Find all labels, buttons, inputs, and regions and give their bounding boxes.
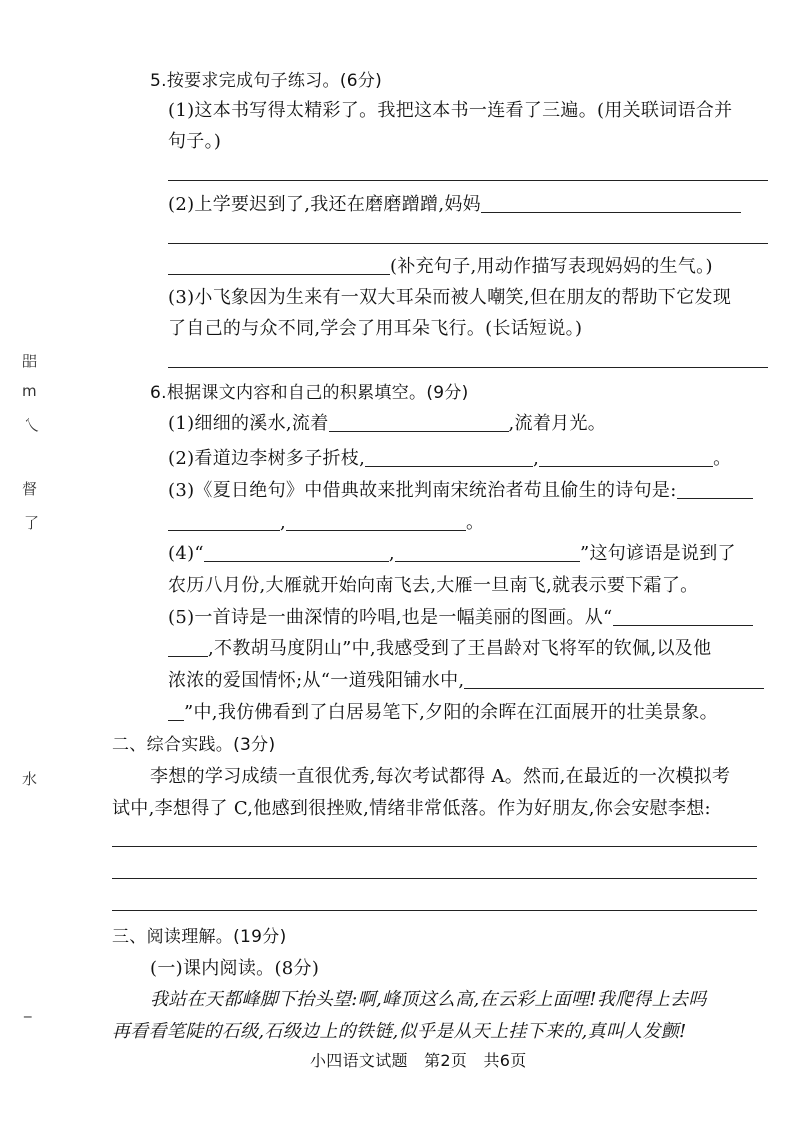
margin-mark-4: 督 <box>22 480 38 498</box>
q5-s1-line1: (1)这本书写得太精彩了。我把这本书一连看了三遍。(用关联词语合并 <box>168 100 733 121</box>
q6-s5-d: ”中,我仿佛看到了白居易笔下,夕阳的余晖在江面展开的壮美景象。 <box>184 702 718 723</box>
q6-s5-line2 <box>168 638 711 660</box>
sec3-title: 三、阅读理解。(19分) <box>112 927 287 947</box>
q5-s3-line2: 了自己的与众不同,学会了用耳朵飞行。(长话短说。) <box>168 318 583 339</box>
margin-mark-5: 了 <box>24 514 40 532</box>
q6-s1 <box>168 413 606 435</box>
q6-s3-b: , <box>280 512 287 533</box>
q6-s3-a: (3)《夏日绝句》中借典故来批判南宋统治者苟且偷生的诗句是: <box>168 480 677 501</box>
q5-s2-blank[interactable] <box>481 195 741 213</box>
q5-s2-answer-line[interactable] <box>168 243 768 244</box>
q6-title: 6.根据课文内容和自己的积累填空。(9分) <box>150 383 469 403</box>
q6-s5-line1 <box>168 607 753 629</box>
q6-s2-blank-2[interactable] <box>539 449 713 467</box>
q6-s5-a: (5)一首诗是一曲深情的吟唱,也是一幅美丽的图画。从“ <box>168 607 613 628</box>
sec3-passage-line2: 再看看笔陡的石级,石级边上的铁链,似乎是从天上挂下来的,真叫人发颤! <box>112 1021 687 1042</box>
q5-s2-line3 <box>168 256 713 278</box>
sec2-title: 二、综合实践。(3分) <box>112 735 276 755</box>
q6-s5-blank-1[interactable] <box>613 608 753 626</box>
margin-mark-6: 水 <box>22 770 38 788</box>
q6-s4-blank-2[interactable] <box>395 544 580 562</box>
q6-s4-line2: 农历八月份,大雁就开始向南飞去,大雁一旦南飞,就表示要下霜了。 <box>168 575 699 596</box>
margin-mark-7: _ <box>24 1000 32 1018</box>
sec3-subtitle: (一)课内阅读。(8分) <box>150 958 320 979</box>
q6-s5-line4 <box>168 702 718 724</box>
q6-s4-line1 <box>168 543 736 565</box>
q6-s5-blank-3[interactable] <box>464 671 764 689</box>
q6-s3-blank-3[interactable] <box>286 513 466 531</box>
page-footer: 小四语文试题 第2页 共6页 <box>310 1051 527 1070</box>
sec2-answer-line-1[interactable] <box>112 846 757 847</box>
q6-s2-a: (2)看道边李树多子折枝, <box>168 448 366 469</box>
q6-s4-a: (4)“ <box>168 543 204 564</box>
q6-s1-a: (1)细细的溪水,流着 <box>168 413 329 434</box>
q6-s1-b: ,流着月光。 <box>508 413 607 434</box>
q5-title: 5.按要求完成句子练习。(6分) <box>150 71 383 91</box>
q5-s2-blank-2[interactable] <box>168 257 390 275</box>
sec2-para-line2: 试中,李想得了 C,他感到很挫败,情绪非常低落。作为好朋友,你会安慰李想: <box>112 798 711 819</box>
q6-s1-blank[interactable] <box>329 414 509 432</box>
margin-mark-3: 乀 <box>24 416 40 434</box>
q6-s4-c: ”这句谚语是说到了 <box>579 543 736 564</box>
q5-s1-line2: 句子。) <box>168 131 222 152</box>
q6-s5-c: 浓浓的爱国情怀;从“一道残阳铺水中, <box>168 670 465 691</box>
q6-s5-b: ,不教胡马度阴山”中,我感受到了王昌龄对飞将军的钦佩,以及他 <box>208 638 712 659</box>
sec2-para-line1: 李想的学习成绩一直很优秀,每次考试都得 A。然而,在最近的一次模拟考 <box>150 766 731 787</box>
q6-s5-blank-4[interactable] <box>168 703 184 721</box>
q6-s2-c: 。 <box>713 448 732 469</box>
q5-s2-text: (2)上学要迟到了,我还在磨磨蹭蹭,妈妈 <box>168 194 481 215</box>
sec2-answer-line-3[interactable] <box>112 910 757 911</box>
q6-s3-blank-2[interactable] <box>168 513 280 531</box>
q6-s4-blank-1[interactable] <box>204 544 389 562</box>
q5-s3-answer-line[interactable] <box>168 367 768 368</box>
q6-s5-line3 <box>168 670 764 692</box>
q6-s3-c: 。 <box>466 512 485 533</box>
q6-s3-line2 <box>168 512 484 534</box>
sec2-answer-line-2[interactable] <box>112 878 757 879</box>
q5-s1-answer-line[interactable] <box>168 180 768 181</box>
q6-s3-blank-1[interactable] <box>677 481 753 499</box>
q6-s2-b: , <box>533 448 540 469</box>
q5-s2-tail: (补充句子,用动作描写表现妈妈的生气。) <box>390 256 713 277</box>
margin-mark-2: m <box>22 382 37 400</box>
margin-mark-1: 㗊 <box>22 352 38 370</box>
q6-s5-blank-2[interactable] <box>168 639 208 657</box>
q5-s3-line1: (3)小飞象因为生来有一双大耳朵而被人嘲笑,但在朋友的帮助下它发现 <box>168 287 732 308</box>
sec3-passage-line1: 我站在天都峰脚下抬头望:啊,峰顶这么高,在云彩上面哩!我爬得上去吗 <box>150 989 707 1010</box>
q6-s2 <box>168 448 731 470</box>
q6-s2-blank-1[interactable] <box>365 449 533 467</box>
q6-s4-b: , <box>388 543 395 564</box>
q5-s2-line1 <box>168 194 741 216</box>
q6-s3-line1 <box>168 480 753 502</box>
